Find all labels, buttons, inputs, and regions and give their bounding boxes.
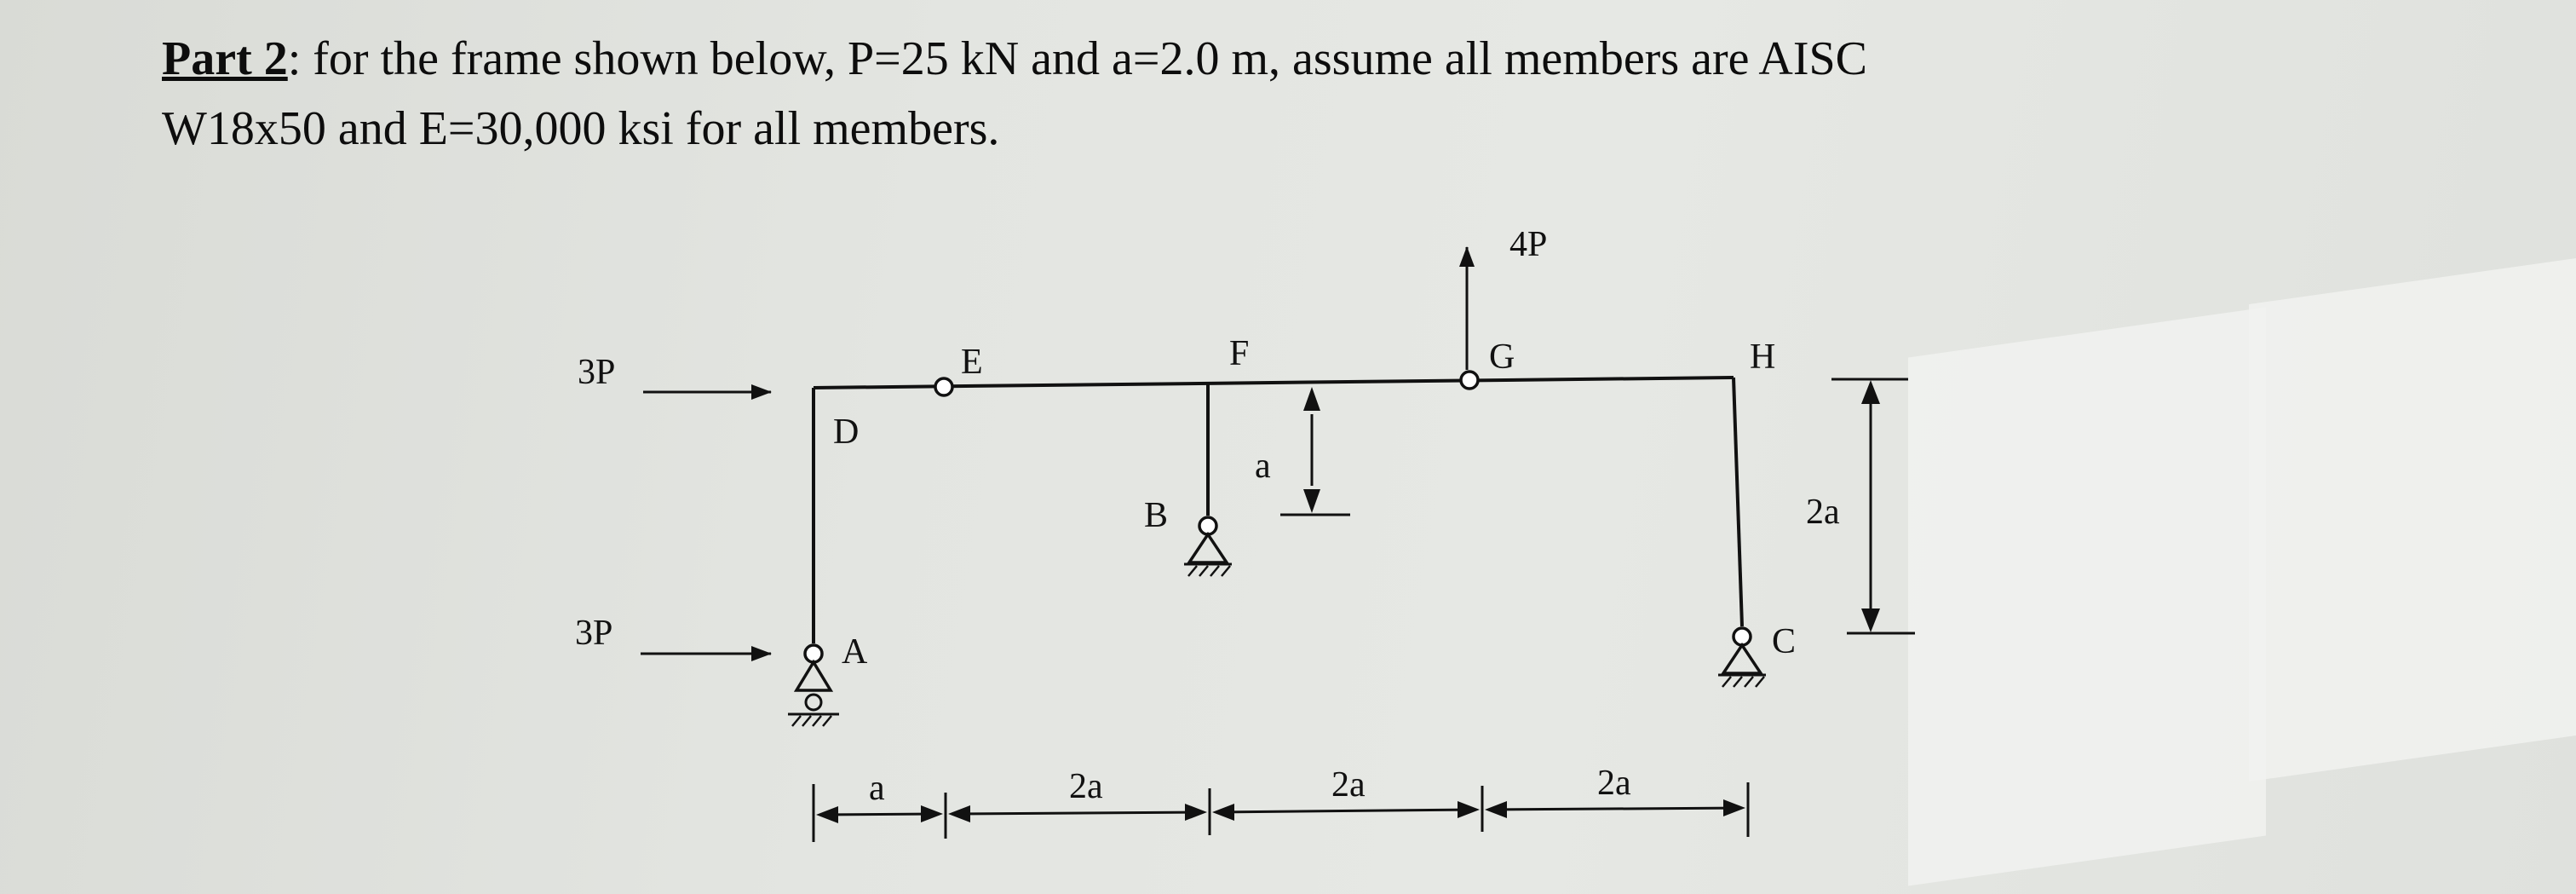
dimension-height-a xyxy=(1255,387,1350,515)
point-label-B: B xyxy=(1144,496,1169,535)
dimension-label-a-vertical: a xyxy=(1255,447,1271,486)
point-label-H: H xyxy=(1750,337,1776,377)
frame-members xyxy=(814,378,1742,643)
dimension-label-span-3: 2a xyxy=(1331,765,1366,805)
support-C xyxy=(1718,628,1766,687)
support-B xyxy=(1184,517,1232,576)
load-3P-bottom xyxy=(575,614,771,654)
dimension-label-span-1: a xyxy=(869,769,885,808)
support-A xyxy=(788,645,839,726)
problem-line-2: W18x50 and E=30,000 ksi for all members. xyxy=(162,102,1000,155)
load-label-3P-top: 3P xyxy=(578,353,616,392)
point-label-F: F xyxy=(1229,334,1250,373)
load-label-3P-bottom: 3P xyxy=(575,614,613,653)
dimension-label-span-2: 2a xyxy=(1069,767,1103,806)
hinge-E xyxy=(935,378,952,395)
point-label-D: D xyxy=(833,412,860,452)
point-label-C: C xyxy=(1772,622,1797,661)
hinge-G xyxy=(1461,372,1478,389)
dimension-height-2a xyxy=(1806,379,1915,633)
point-label-E: E xyxy=(961,343,983,382)
part-label: Part 2 xyxy=(162,32,288,85)
point-label-A: A xyxy=(842,632,868,672)
dimension-label-span-4: 2a xyxy=(1597,764,1631,803)
load-label-4P: 4P xyxy=(1509,225,1548,264)
dimension-horizontal xyxy=(814,764,1748,842)
load-3P-top xyxy=(578,353,771,392)
point-label-G: G xyxy=(1489,337,1515,377)
dimension-label-2a-vertical: 2a xyxy=(1806,493,1840,532)
problem-text-1: : for the frame shown below, P=25 kN and a=2.0 m, assume all members are AISC xyxy=(287,32,1867,85)
column-HC xyxy=(1734,378,1742,626)
